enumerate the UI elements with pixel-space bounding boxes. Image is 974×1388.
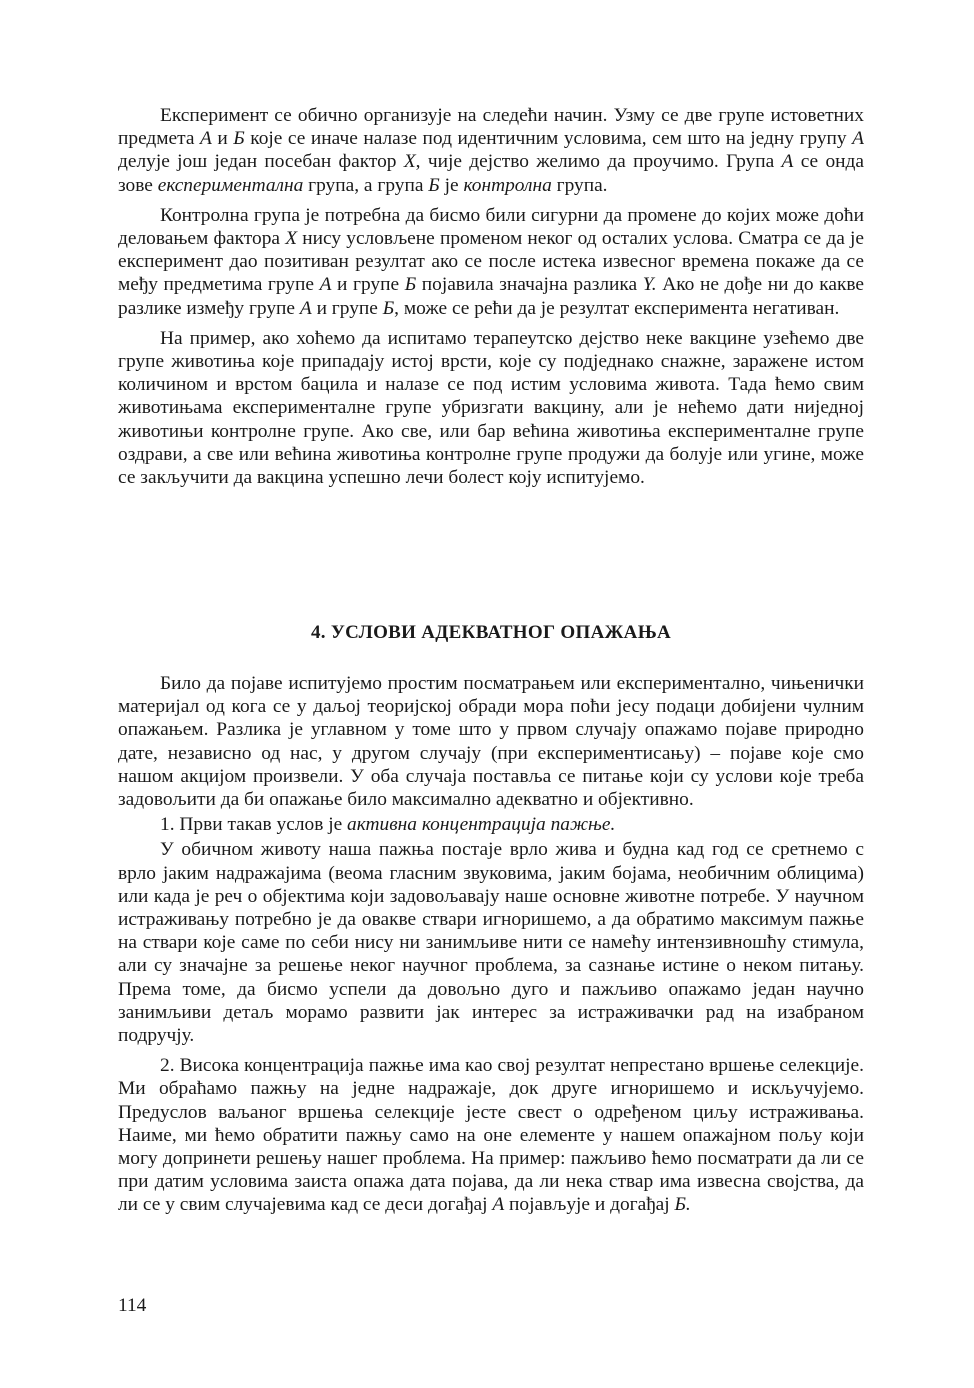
italic-run: Б <box>404 274 417 296</box>
italic-run: А <box>299 297 312 319</box>
text-run: појавила значајна разлика <box>416 274 643 296</box>
paragraph <box>118 104 864 197</box>
text-run: Експеримент се обично организује на следећи начин. Узму се две групе истоветних предмета <box>118 105 864 150</box>
italic-run: експериментална <box>157 174 304 196</box>
text-block-top <box>118 104 864 489</box>
text-run: , чије дејство желимо да проучимо. Група <box>415 151 782 173</box>
text-run: 1. Први такав услов је <box>160 814 348 836</box>
text-run: нису условљене променом неког од осталих услова. Сматра се да је експеримент дао позитиван резултат ако се после истека извесног времена покаже да се међу предметима групе <box>118 228 864 296</box>
paragraph <box>118 327 864 489</box>
italic-run: Y. <box>642 274 657 296</box>
text-run: делује још један посебан фактор <box>118 151 404 173</box>
page-body <box>118 104 864 489</box>
text-run: и <box>211 128 234 150</box>
italic-run: Б <box>382 297 395 319</box>
italic-run: Б <box>428 174 440 196</box>
paragraph <box>118 672 864 811</box>
italic-run: Б. <box>674 1194 691 1216</box>
text-run: је <box>439 174 464 196</box>
italic-run: Б <box>233 128 245 150</box>
text-run: На пример, ако хоћемо да испитамо терапеутско дејство неке вакцине узећемо две групе животиња које припадају истој врсти, које су подједнако снажне, заражене истом количином и врстом бацила и налазе се под истим условима живота. Тада ћемо свим животињама експерименталне групе убризгати вакцину, али је нећемо дати ниједној животињи контролне групе. Ако све, или бар већина животиња експерименталне групе оздрави, а све или већина животиња контролне групе продужи да болује или угине, може се закључити да вакцина успешно лечи болест коју испитујемо. <box>118 327 864 489</box>
italic-run: X <box>403 151 416 173</box>
text-run: и групе <box>331 274 405 296</box>
italic-run: А <box>492 1194 505 1216</box>
text-run: 2. Висока концентрација пажње има као свој резултат непрестано вршење селекције. Ми обраћамо пажњу на једне надражаје, док друге игноришемо и искључујемо. Предуслов ваљаног вршења селекције јесте свест о одређеном циљу истраживања. Наиме, ми ћемо обратити пажњу само на оне елементе у нашем опажајном пољу који могу допринети решењу нашег проблема. На пример: пажљиво ћемо посматрати да ли се при датим условима заиста опажа дата појава, да ли нека ствар има извесна својства, да ли се у свим случајевима кад се деси догађај <box>118 1055 864 1216</box>
text-run: У обичном животу наша пажња постаје врло жива и будна кад год се сретнемо с врло јаким надражајима (веома гласним звуковима, јаким бојама, необичним облицима) или када је реч о објектима који задовољавају наше основне животне потребе. У научном истраживању потребно је да овакве ствари игноришемо, а да обратимо максимум пажње на ствари које саме по себи нису ни занимљиве нити се намећу интензивношћу стимула, али су значајне за решење неког научног проблема, за сазнање истине о неком питању. Према томе, да бисмо успели да довољно дуго и пажљиво опажамо један научно занимљиви детаљ морамо развити јак интерес за истраживачки рад на изабраном подручју. <box>118 839 864 1047</box>
italic-run: А <box>200 128 212 150</box>
text-block-bottom <box>118 672 864 1217</box>
italic-run: А <box>781 151 794 173</box>
paragraph <box>118 813 864 836</box>
text-run: и групе <box>311 297 383 319</box>
italic-run: контролна <box>463 174 552 196</box>
italic-run: X <box>285 228 298 250</box>
text-run: група, а група <box>303 174 429 196</box>
paragraph <box>118 204 864 320</box>
text-run: , може се рећи да је резултат експеримента негативан. <box>394 297 840 319</box>
text-run: Контролна група је потребна да бисмо били сигурни да промене до којих може доћи деловањем фактора <box>118 204 864 250</box>
paragraph <box>118 1054 864 1216</box>
section-heading-wrap <box>118 622 864 644</box>
page-number: 114 <box>118 1295 147 1316</box>
text-run: појављује и догађај <box>504 1194 675 1216</box>
italic-run: А <box>852 128 864 150</box>
section-title: 4. УСЛОВИ АДЕКВАТНОГ ОПАЖАЊА <box>310 622 672 643</box>
italic-run: А <box>319 274 332 296</box>
text-run: Ако не дође ни до какве разлике између групе <box>118 274 865 319</box>
paragraph <box>118 838 864 1047</box>
italic-run: активна концентрација пажње. <box>347 814 616 836</box>
text-run: које се иначе налазе под идентичним условима, сем што на једну групу <box>244 128 853 150</box>
text-run: се онда зове <box>118 151 864 196</box>
text-run: Било да појаве испитујемо простим посматрањем или експериментално, чињенички материјал од кога се у даљој теоријској обради мора поћи јесу подаци добијени чулним опажањем. Разлика је углавном у томе што у првом случају опажамо појаве природно дате, независно од нас, у другом случају (при експериментисању) – појаве које смо нашом акцијом произвели. У оба случаја поставља се питање који су услови које треба задовољити да би опажање било максимално адекватно и објективно. <box>118 673 864 811</box>
text-run: група. <box>551 174 608 196</box>
